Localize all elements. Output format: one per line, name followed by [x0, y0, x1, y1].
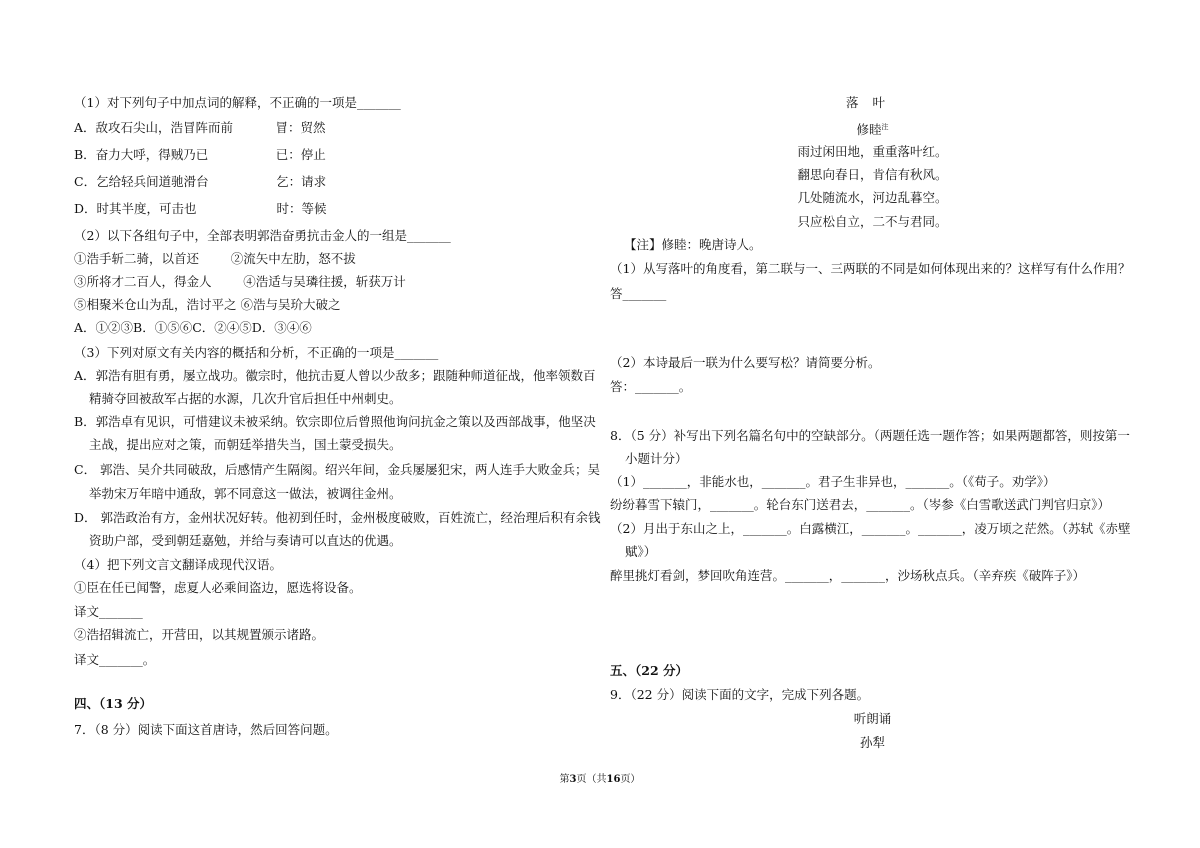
question-1-1: （1）对下列句子中加点词的解释，不正确的一项是_______	[74, 95, 401, 110]
poem-author-name: 修睦	[856, 122, 882, 138]
poem-question-2: （2）本诗最后一联为什么要写松？请简要分析。	[610, 355, 881, 370]
poem-question-1: （1）从写落叶的角度看，第二联与一、三两联的不同是如何体现出来的？这样写有什么作用？	[610, 261, 1131, 276]
option-letter: C．	[74, 174, 97, 189]
question-9: 9．（22 分）阅读下面的文字，完成下列各题。	[610, 687, 870, 702]
poem-line: 雨过闲田地，重重落叶红。	[797, 144, 948, 159]
option-text: 时其半度，可击也	[96, 201, 197, 216]
q2-options: A．①②③B．①⑤⑥C．②④⑤D．③④⑥	[74, 320, 312, 335]
question-8-line1: 8．（5 分）补写出下列名篇名句中的空缺部分。（两题任选一题作答；如果两题都答，则按第一	[610, 428, 1130, 443]
q2-item-row: ①浩手斩二骑，以首还 ②流矢中左肋，怒不拔	[74, 251, 356, 266]
option-letter: A．	[74, 120, 96, 135]
q3-option-b-line2: 主战，提出应对之策，而朝廷举措失当，国土蒙受损失。	[89, 437, 402, 452]
option-b	[74, 147, 326, 163]
option-d	[74, 201, 327, 217]
question-8-line2: 小题计分）	[625, 451, 688, 466]
q3-option-a-line1: A．郭浩有胆有勇，屡立战功。徽宗时，他抗击夏人曾以少敌多；跟随种师道征战，他率领数百	[74, 368, 596, 383]
poem-title: 落叶	[845, 95, 899, 110]
option-text: 敌攻石尖山，浩冒阵而前	[95, 120, 234, 135]
q3-option-d-line1: D． 郭浩政治有方，金州状况好转。他初到任时，金州极度破败，百姓流亡，经治理后积有余钱	[74, 510, 601, 525]
section-5-heading: 五、（22 分）	[610, 663, 688, 678]
poem-line: 翻思向春日，肯信有秋风。	[797, 167, 948, 182]
q8-item-2-line1: （2）月出于东山之上，_______。白露横江，_______。_______，凌万顷之茫然。（苏轼《赤壁	[610, 521, 1131, 536]
q4-answer-2: 译文_______。	[74, 652, 156, 667]
poem-note: 【注】修睦：晚唐诗人。	[624, 237, 762, 252]
footer-mid: 页（共	[576, 774, 607, 785]
q2-item-row: ③所将才二百人，得金人 ④浩适与吴璘往援，斩获万计	[74, 274, 406, 289]
page-total: 16	[606, 774, 621, 785]
q8-item-2b: 醉里挑灯看剑，梦回吹角连营。_______，_______，沙场秋点兵。（辛弃疾《破阵子》）	[610, 568, 1086, 583]
section-4-heading: 四、（13 分）	[74, 696, 152, 711]
article-author: 孙犁	[859, 735, 885, 750]
poem-answer-2: 答：_______。	[610, 379, 692, 394]
option-text: 乞给轻兵间道驰滑台	[96, 174, 209, 189]
option-gloss: 时：等候	[276, 201, 327, 216]
option-letter: D．	[74, 201, 97, 216]
q3-option-a-line2: 精骑夺回被敌军占据的水源，几次升官后担任中州刺史。	[89, 391, 402, 406]
option-text: 奋力大呼，得贼乃已	[95, 147, 209, 162]
poem-answer-1: 答_______	[610, 286, 667, 301]
q3-option-c-line2: 举勃宋万年暗中通敌，郭不同意这一做法，被调往金州。	[89, 486, 402, 501]
footer-prefix: 第	[559, 774, 570, 785]
q8-item-1: （1）_______，非能水也，_______。君子生非异也，_______。（《荀子。劝学》）	[610, 474, 1056, 489]
option-c	[74, 174, 326, 190]
poem-line: 只应松自立，二不与君同。	[797, 214, 948, 229]
footer-suffix: 页）	[620, 774, 641, 785]
q3-option-c-line1: C． 郭浩、吴介共同破敌，后感情产生隔阂。绍兴年间，金兵屡屡犯宋，两人连手大败金兵；吴	[74, 462, 601, 477]
q2-item-row: ⑤相聚米仓山为乱，浩讨平之 ⑥浩与吴玠大破之	[74, 297, 341, 312]
question-1-3: （3）下列对原文有关内容的概括和分析，不正确的一项是_______	[74, 345, 439, 360]
option-gloss: 冒：贸然	[275, 120, 326, 135]
poem-author-note-mark: 注	[881, 123, 889, 131]
q8-item-2-line2: 赋》）	[625, 544, 657, 559]
option-letter: B．	[74, 147, 96, 162]
page-number: 3	[569, 774, 577, 785]
question-1-2: （2）以下各组句子中，全部表明郭浩奋勇抗击金人的一组是_______	[74, 228, 451, 243]
q3-option-d-line2: 资助户部，受到朝廷嘉勉，并给与奏请可以直达的优遇。	[89, 533, 402, 548]
page-footer	[0, 773, 1200, 787]
poem-author	[610, 119, 1135, 138]
question-1-4: （4）把下列文言文翻译成现代汉语。	[74, 557, 282, 572]
q4-sentence-2: ②浩招辑流亡，开营田，以其规置颁示诸路。	[74, 627, 325, 642]
option-a	[74, 120, 326, 136]
poem-line: 几处随流水，河边乱暮空。	[797, 190, 948, 205]
q4-answer-1: 译文_______	[74, 604, 143, 619]
question-7: 7．（8 分）阅读下面这首唐诗，然后回答问题。	[74, 722, 338, 737]
option-gloss: 已：停止	[275, 147, 326, 162]
article-title: 听朗诵	[853, 711, 892, 726]
q3-option-b-line1: B．郭浩卓有见识，可惜建议未被采纳。钦宗即位后曾照他询问抗金之策以及西部战事，他坚决	[74, 414, 596, 429]
option-gloss: 乞：请求	[276, 174, 327, 189]
q8-item-1b: 纷纷暮雪下辕门，_______。轮台东门送君去，_______。（岑参《白雪歌送武门判官归京》）	[610, 497, 1111, 512]
q4-sentence-1: ①臣在任已闻警，虑夏人必乘间盗边，愿选将设备。	[74, 580, 362, 595]
